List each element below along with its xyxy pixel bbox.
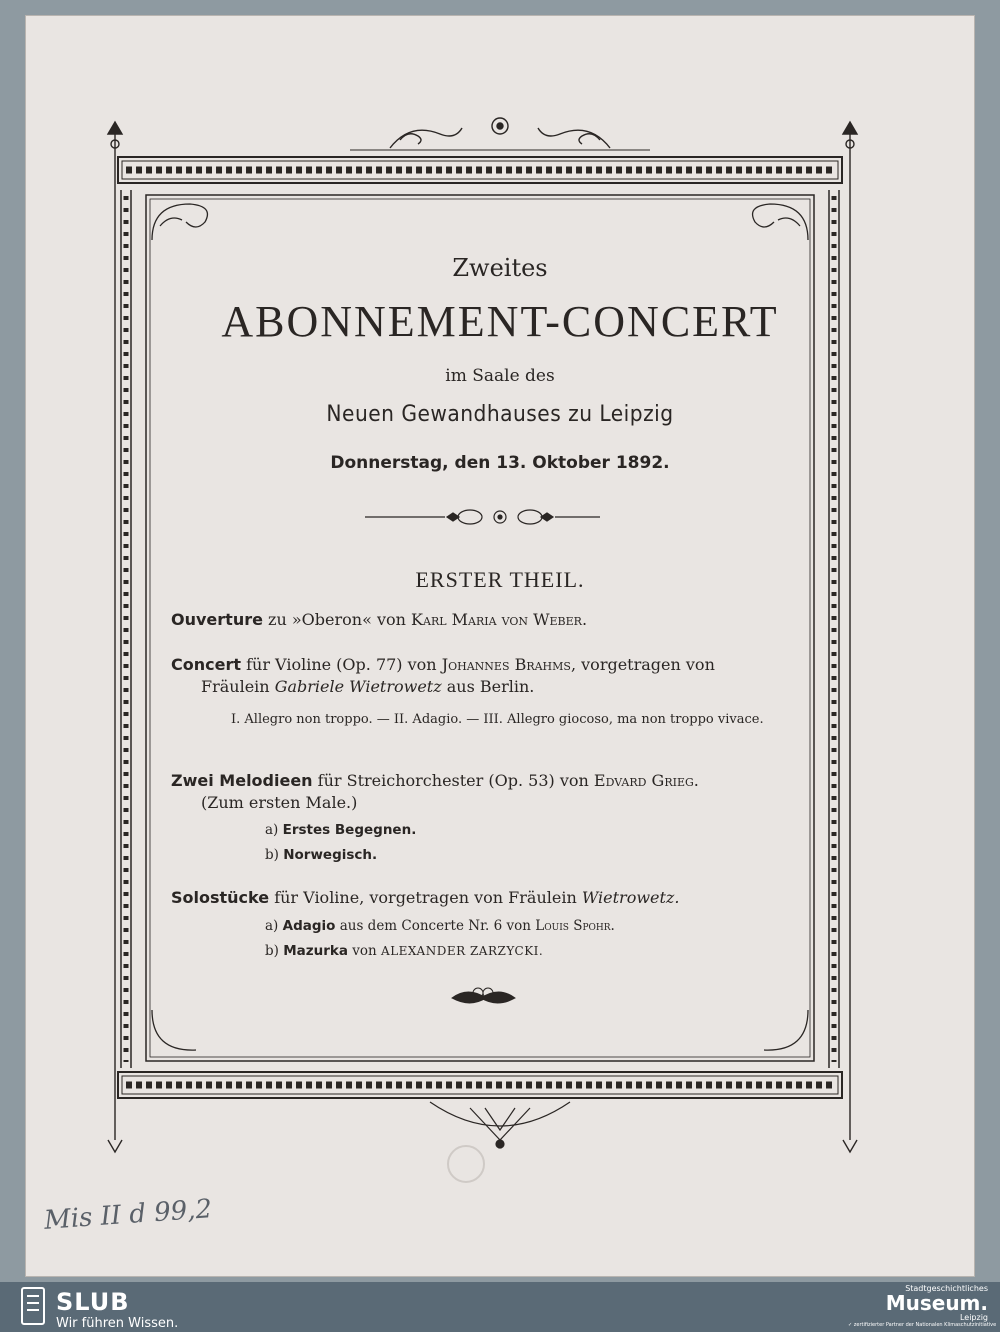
sub-item-b — [265, 847, 377, 863]
divider-ornament — [365, 510, 600, 524]
part-heading: ERSTER THEIL. — [415, 567, 585, 592]
venue-name: Neuen Gewandhauses zu Leipzig — [326, 402, 674, 427]
composer-name: Johannes Brahms, — [441, 655, 577, 674]
program-item-solo-pieces — [171, 887, 811, 909]
work-title: Ouverture — [171, 610, 263, 629]
bottom-decorative-band — [118, 1072, 842, 1098]
composer-name: Louis Spohr. — [535, 918, 615, 934]
program-item-melodies — [171, 770, 811, 814]
museum-logo[interactable] — [848, 1284, 997, 1330]
bottom-fan-ornament — [430, 1102, 570, 1148]
movement-list: I. Allegro non troppo. — II. Adagio. — III. Allegro giocoso, ma non troppo vivace. — [231, 712, 764, 727]
handwritten-shelfmark: Mis II d 99,2 — [43, 1194, 213, 1236]
concert-date: Donnerstag, den 13. Oktober 1892. — [330, 453, 670, 473]
program-item-concert — [171, 654, 811, 698]
top-flourish-ornament — [350, 118, 650, 150]
performer-name: Wietrowetz. — [581, 888, 680, 907]
item-text: vorgetragen von — [581, 655, 715, 674]
sub-item-label: b) — [265, 943, 279, 959]
item-text: für Violine, vorgetragen von Fräulein — [274, 888, 577, 907]
composer-name: ALEXANDER ZARZYCKI. — [381, 944, 544, 958]
sub-item-title: Adagio — [282, 918, 336, 934]
item-text: von — [352, 943, 377, 959]
program-item-overture — [171, 609, 811, 631]
sub-item-label: a) — [265, 822, 279, 838]
sub-item-label: b) — [265, 847, 279, 863]
item-text: aus dem Concerte Nr. 6 von — [339, 918, 531, 934]
library-tagline: Wir führen Wissen. — [56, 1316, 179, 1331]
sub-item-a — [265, 822, 416, 838]
first-performance-note: (Zum ersten Male.) — [201, 793, 358, 812]
item-text: von — [376, 610, 406, 629]
sub-item-a — [265, 918, 615, 934]
museum-name: Museum. — [885, 1291, 988, 1315]
composer-name: Karl Maria von Weber. — [411, 610, 588, 629]
corner-flourish-bottom-left — [152, 1010, 196, 1050]
sub-item-b — [265, 943, 543, 959]
concert-subtitle: Zweites — [452, 254, 548, 282]
composer-name: Edvard Grieg. — [593, 771, 699, 790]
library-name: SLUB — [56, 1288, 130, 1316]
sub-item-title: Mazurka — [283, 943, 348, 959]
concert-title: ABONNEMENT-CONCERT — [221, 297, 779, 346]
work-title: Concert — [171, 655, 241, 674]
floral-ornament — [452, 988, 515, 1003]
sub-item-title: Erstes Begegnen. — [282, 822, 417, 838]
sub-item-title: Norwegisch. — [283, 847, 378, 863]
item-text: aus Berlin. — [446, 677, 535, 696]
item-text: Fräulein — [201, 677, 270, 696]
top-decorative-band — [118, 157, 842, 183]
item-text: für Streichorchester (Op. 53) von — [317, 771, 589, 790]
item-text: für Violine (Op. 77) von — [246, 655, 437, 674]
performer-name: Gabriele Wietrowetz — [274, 677, 442, 696]
corner-flourish-bottom-right — [764, 1010, 808, 1050]
corner-flourish-top-left — [152, 204, 207, 240]
museum-certification: ✓ zertifizierter Partner der Nationalen Klimaschutzinitiative — [848, 1322, 997, 1328]
item-text: zu — [268, 610, 287, 629]
corner-flourish-top-right — [753, 204, 808, 240]
work-title: Solostücke — [171, 888, 270, 907]
venue-intro: im Saale des — [445, 366, 555, 386]
sub-item-label: a) — [265, 918, 279, 934]
work-title: Zwei Melodieen — [171, 771, 313, 790]
opera-title: »Oberon« — [291, 610, 372, 629]
embossed-stamp — [448, 1146, 484, 1182]
museum-kicker: Stadtgeschichtliches — [905, 1284, 988, 1293]
museum-city: Leipzig — [959, 1313, 988, 1322]
